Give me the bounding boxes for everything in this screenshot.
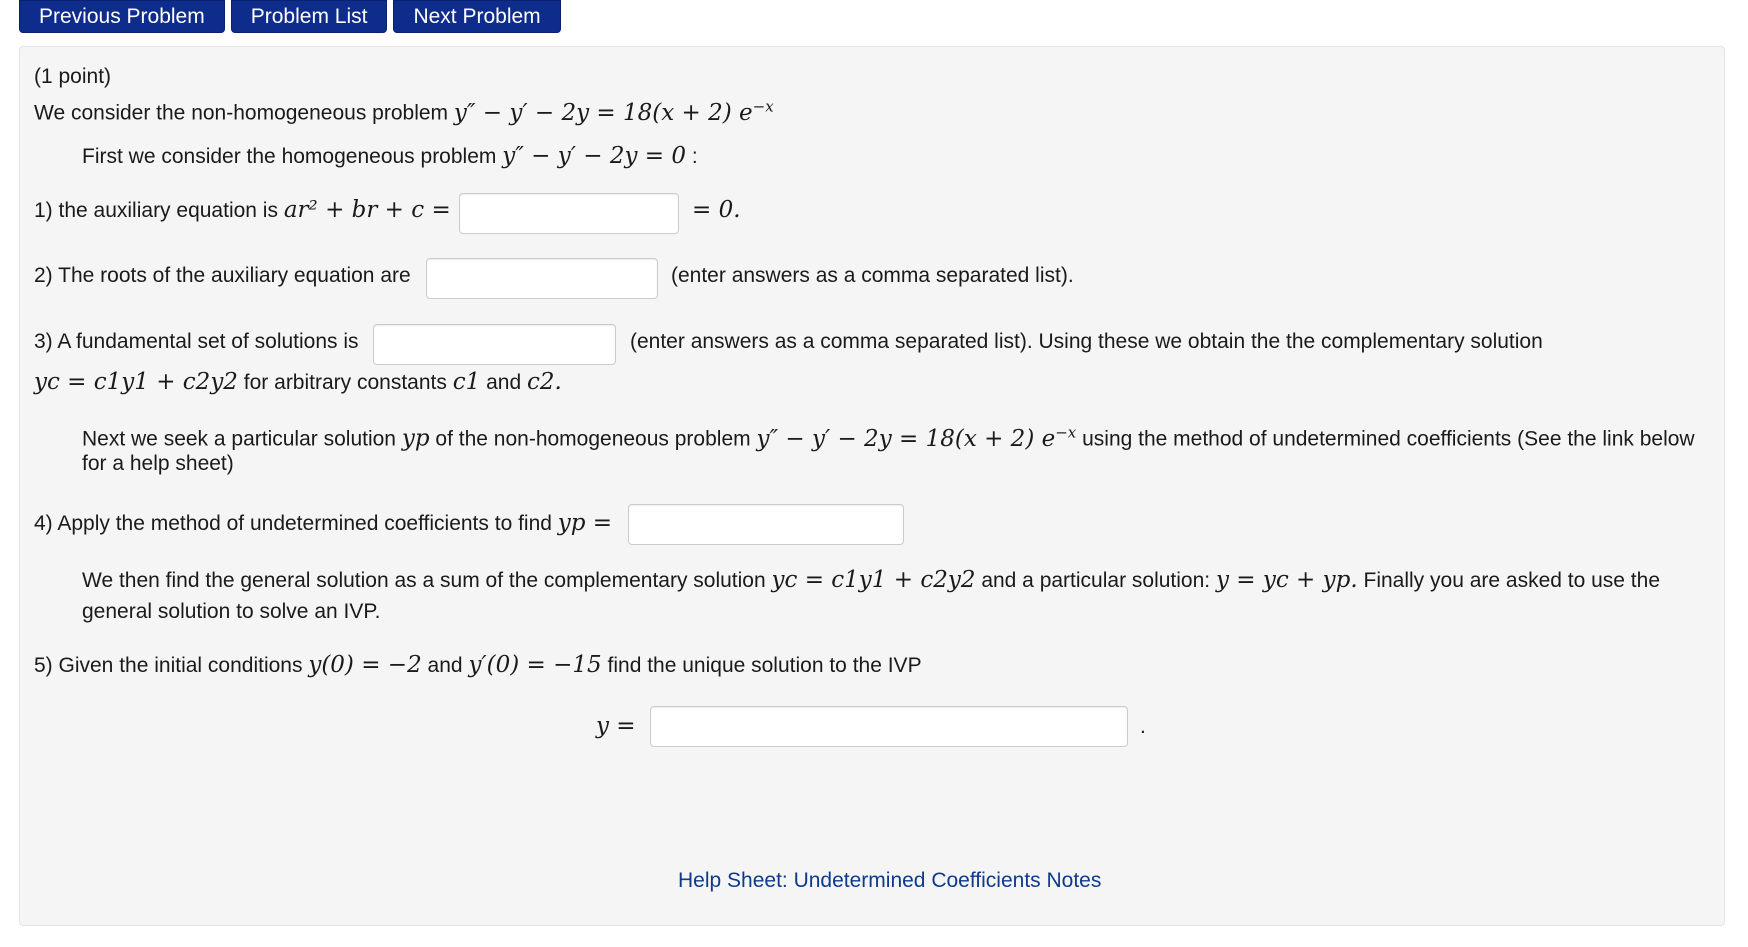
question-1-text: 1) the auxiliary equation is [34,199,278,222]
complementary-solution-equation: yc = c1y1 + c2y2 [34,369,238,395]
yp-equals: yp = [557,510,613,536]
problem-list-button[interactable]: Problem List [231,0,388,33]
intro-equation: y″ − y′ − 2y = 18(x + 2) $e^{-x}$ [453,97,774,126]
particular-equation: y″ − y′ − 2y = 18(x + 2) $e^{-x}$ [756,423,1077,452]
homogeneous-colon: : [691,145,698,168]
question-4-text: 4) Apply the method of undetermined coefficients to find [34,512,552,535]
problem-points: (1 point) [34,65,112,88]
particular-text-b: of the non-homogeneous problem [435,427,751,451]
homogeneous-text: First we consider the homogeneous problem [82,145,497,168]
help-sheet-link[interactable]: Help Sheet: Undetermined Coefficients Notes [678,869,1102,892]
particular-solution-line2: for a help sheet) [82,452,234,475]
ivp-solution-input[interactable] [650,706,1128,747]
general-solution-line2: general solution to solve an IVP. [82,600,381,623]
auxiliary-equation-input[interactable] [459,193,679,234]
particular-solution-input[interactable] [628,504,904,545]
ivp-period: . [1140,715,1146,738]
initial-condition-2: y′(0) = −15 [468,652,602,678]
auxiliary-equation-rhs: = 0. [692,197,741,223]
question-2-hint: (enter answers as a comma separated list). [671,264,1074,287]
particular-text-a: Next we seek a particular solution [82,427,396,451]
intro-text: We consider the non-homogeneous problem [34,101,449,125]
complementary-solution-line [34,369,562,396]
question-4 [34,510,612,537]
particular-text-c: using the method of undetermined coefficients (See the link below [1082,427,1695,451]
and-text: and [486,371,522,394]
general-equation-2: y = yc + yp. [1215,567,1358,593]
initial-condition-1: y(0) = −2 [308,652,422,678]
particular-solution-intro [82,419,1695,453]
general-equation-1: yc = c1y1 + c2y2 [771,567,976,593]
question-5-and: and [427,654,463,677]
question-2-text: 2) The roots of the auxiliary equation are [34,264,411,287]
constant-c1: c1 [452,369,481,395]
question-1 [34,197,451,224]
roots-input[interactable] [426,258,658,299]
problem-navigation [19,0,561,33]
general-solution-intro [82,567,1660,594]
fundamental-set-input[interactable] [373,324,616,365]
general-text-a: We then find the general solution as a sum of the complementary solution [82,569,766,592]
question-3-hint: (enter answers as a comma separated list). Using these we obtain the the complementary solution [630,330,1543,353]
arbitrary-constants-text: for arbitrary constants [243,371,447,394]
general-text-c: Finally you are asked to use the [1363,569,1661,592]
question-5-text-a: 5) Given the initial conditions [34,654,303,677]
next-problem-button[interactable]: Next Problem [393,0,560,33]
homogeneous-intro [82,143,698,170]
previous-problem-button[interactable]: Previous Problem [19,0,225,33]
question-5 [34,652,922,679]
constant-c2: c2. [526,369,562,395]
question-3-text: 3) A fundamental set of solutions is [34,330,359,353]
particular-yp: yp [401,425,430,452]
question-5-text-b: find the unique solution to the IVP [607,654,922,677]
homogeneous-equation: y″ − y′ − 2y = 0 [502,143,686,169]
auxiliary-equation-lhs: ar² + br + c = [283,197,451,223]
ivp-y-equals: y = [596,713,636,739]
problem-intro [34,93,774,127]
problem-panel [19,46,1725,926]
general-text-b: and a particular solution: [981,569,1211,592]
